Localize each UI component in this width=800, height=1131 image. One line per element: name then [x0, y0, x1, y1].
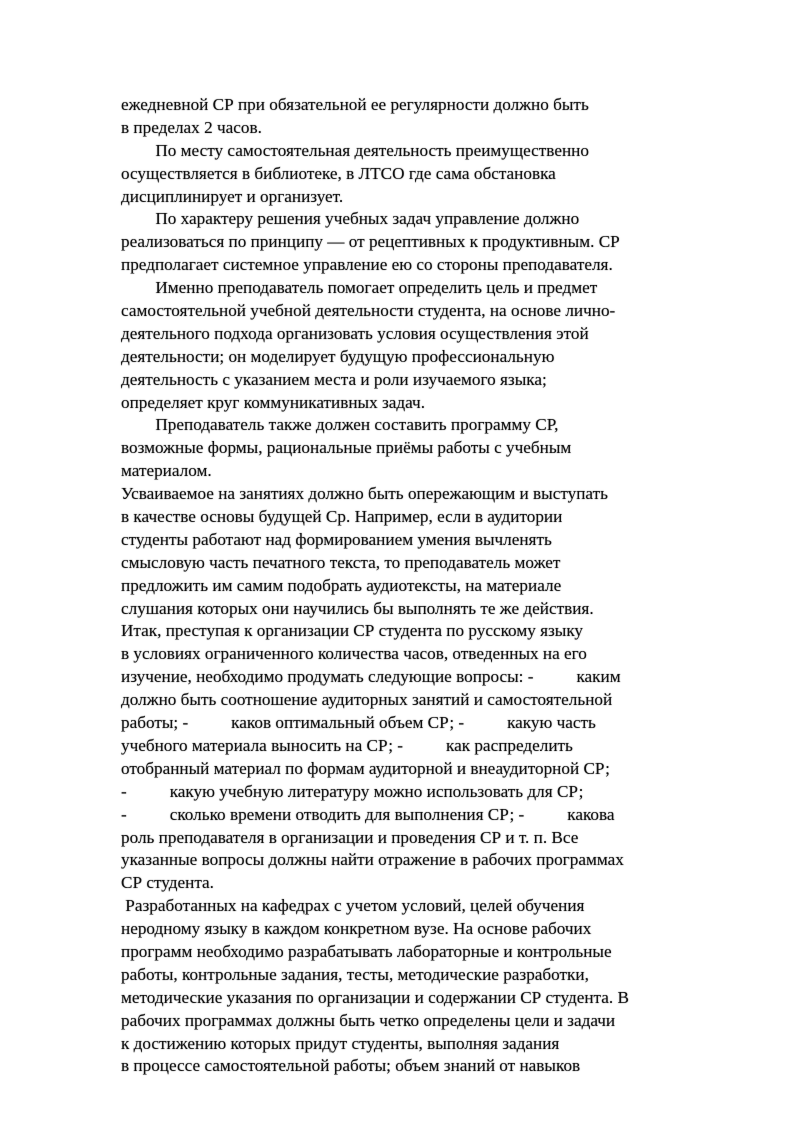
text-line: роль преподавателя в организации и проведения СР и т. п. Все	[121, 827, 579, 847]
text-line: Преподаватель также должен составить программу СР,	[121, 415, 559, 435]
text-line: Именно преподаватель помогает определить цель и предмет	[121, 278, 598, 298]
text-line: в процессе самостоятельной работы; объем знаний от навыков	[121, 1056, 581, 1076]
text-line: в качестве основы будущей Ср. Например, если в аудитории	[121, 507, 563, 527]
text-line: работы; - каков оптимальный объем СР; - какую часть	[121, 713, 596, 733]
text-line: ежедневной СР при обязательной ее регулярности должно быть	[121, 95, 589, 114]
text-line: в условиях ограниченного количества часов, отведенных на его	[121, 644, 587, 664]
body-text	[121, 94, 701, 1078]
text-line: материалом.	[121, 461, 212, 481]
text-line: отобранный материал по формам аудиторной и внеаудиторной СР;	[121, 758, 610, 778]
text-line: предполагает системное управление ею со стороны преподавателя.	[121, 255, 613, 275]
text-line: По характеру решения учебных задач управление должно	[121, 209, 580, 229]
text-line: СР студента.	[121, 873, 214, 893]
text-line: Разработанных на кафедрах с учетом условий, целей обучения	[121, 896, 585, 916]
text-line: деятельность с указанием места и роли изучаемого языка;	[121, 369, 547, 389]
text-line: деятельности; он моделирует будущую профессиональную	[121, 346, 555, 366]
text-line: рабочих программах должны быть четко определены цели и задачи	[121, 1010, 616, 1030]
text-line: изучение, необходимо продумать следующие вопросы: - каким	[121, 667, 621, 687]
text-line: реализоваться по принципу — от рецептивных к продуктивным. СР	[121, 232, 620, 252]
text-line: определяет круг коммуникативных задач.	[121, 392, 426, 412]
text-line: осуществляется в библиотеке, в ЛТСО где сама обстановка	[121, 163, 556, 183]
text-line: смысловую часть печатного текста, то преподаватель может	[121, 552, 561, 572]
text-line: самостоятельной учебной деятельности студента, на основе лично-	[121, 301, 616, 321]
text-line: По месту самостоятельная деятельность преимущественно	[121, 140, 589, 160]
text-line: программ необходимо разрабатывать лабораторные и контрольные	[121, 941, 612, 961]
text-line: предложить им самим подобрать аудиотексты, на материале	[121, 575, 562, 595]
text-line: должно быть соотношение аудиторных занятий и самостоятельной	[121, 690, 613, 710]
text-line: - какую учебную литературу можно использовать для СР;	[121, 781, 584, 801]
text-line: Усваиваемое на занятиях должно быть опережающим и выступать	[121, 484, 608, 504]
text-line: слушания которых они научились бы выполнять те же действия.	[121, 598, 594, 618]
text-line: методические указания по организации и содержании СР студента. В	[121, 987, 629, 1007]
text-line: возможные формы, рациональные приёмы работы с учебным	[121, 438, 572, 458]
text-line: студенты работают над формированием умения вычленять	[121, 529, 552, 549]
text-line: работы, контрольные задания, тесты, методические разработки,	[121, 964, 589, 984]
text-line: указанные вопросы должны найти отражение в рабочих программах	[121, 850, 624, 870]
text-line: неродному языку в каждом конкретном вузе. На основе рабочих	[121, 919, 592, 939]
text-line: учебного материала выносить на СР; - как распределить	[121, 735, 573, 755]
text-line: дисциплинирует и организует.	[121, 186, 344, 206]
text-line: к достижению которых придут студенты, выполняя задания	[121, 1033, 560, 1053]
text-line: в пределах 2 часов.	[121, 117, 262, 137]
text-line: - сколько времени отводить для выполнения СР; - какова	[121, 804, 615, 824]
text-line: деятельного подхода организовать условия осуществления этой	[121, 323, 589, 343]
text-line: Итак, преступая к организации СР студента по русскому языку	[121, 621, 584, 641]
